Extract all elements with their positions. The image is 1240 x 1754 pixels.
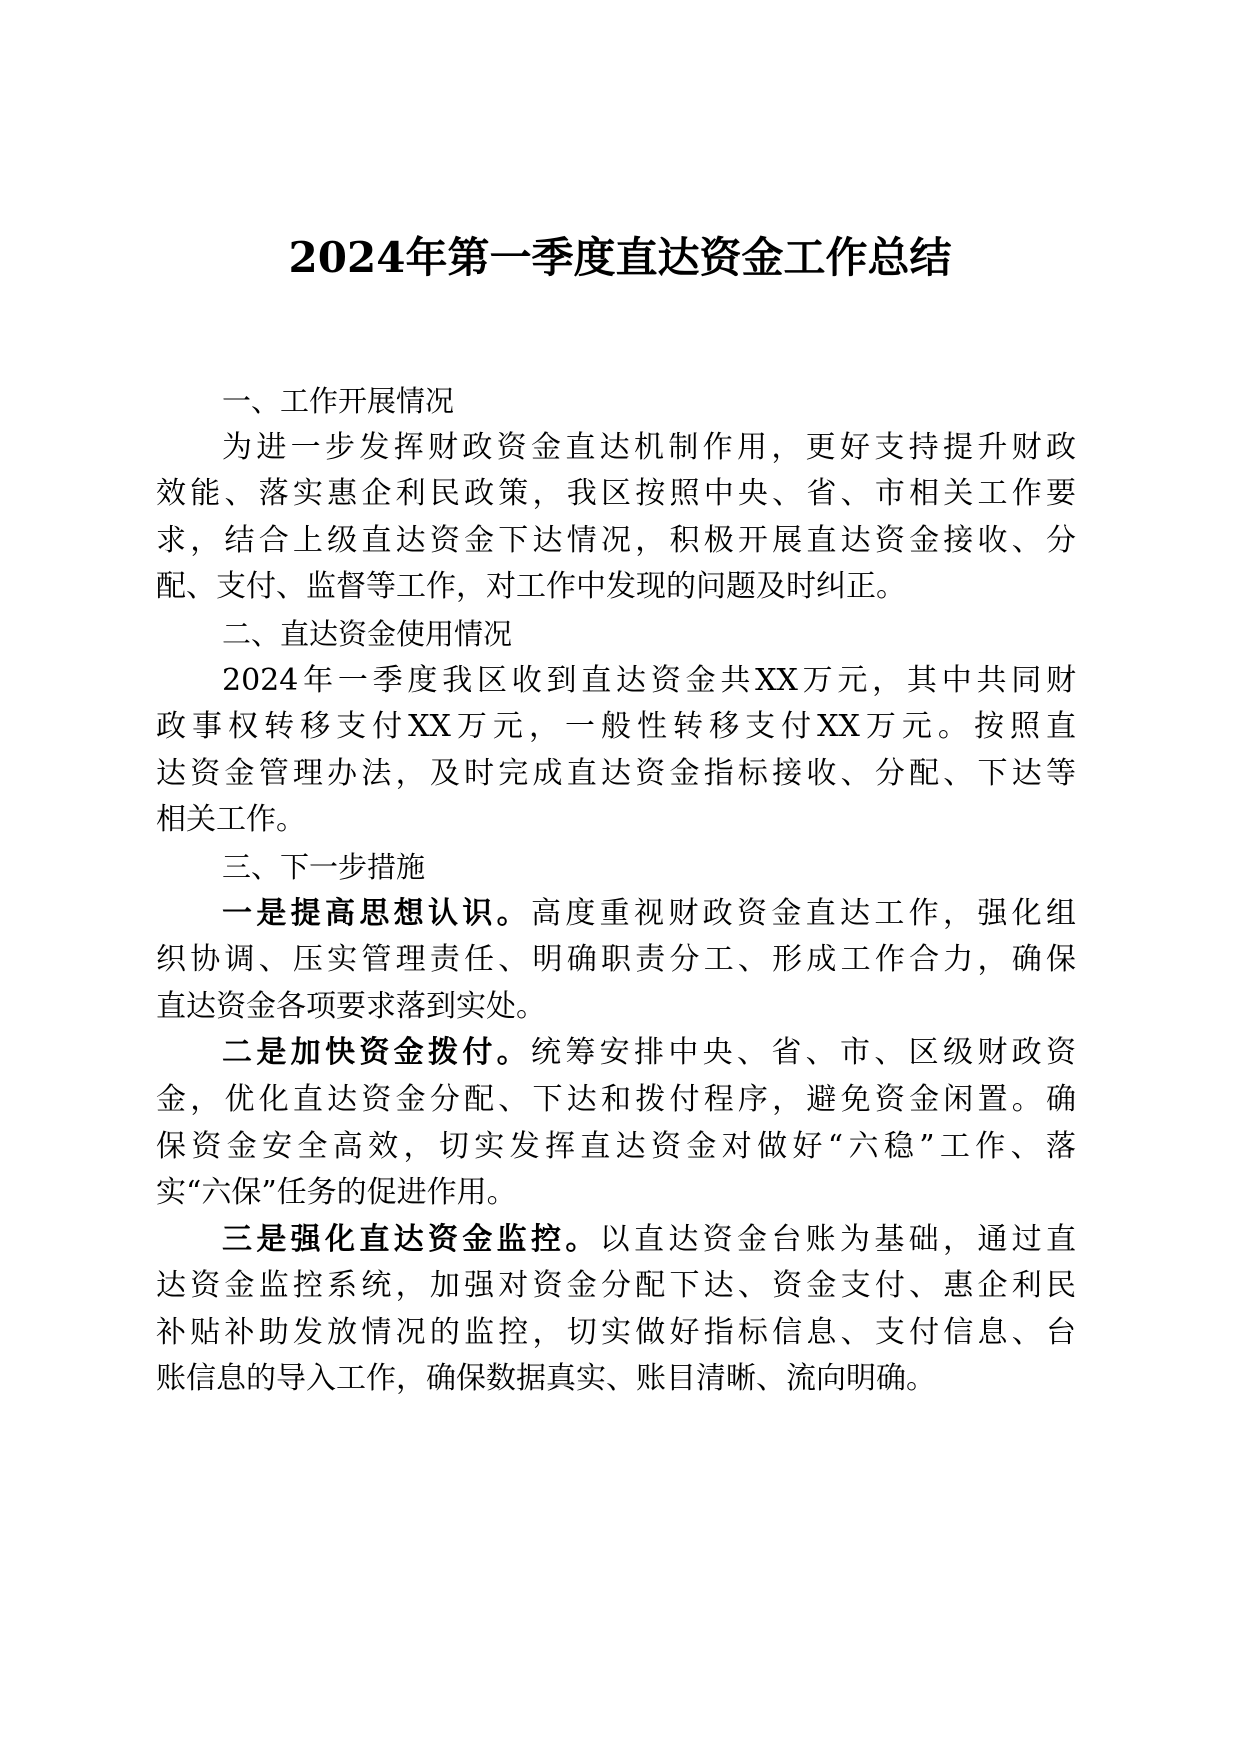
section-heading: 二、直达资金使用情况 <box>222 616 513 651</box>
paragraph-line: 相关工作。 <box>156 802 306 838</box>
paragraph-line: 织协调、压实管理责任、明确职责分工、形成工作合力，确保 <box>156 942 1076 978</box>
paragraph-line: 补贴补助发放情况的监控，切实做好指标信息、支付信息、台 <box>156 1314 1076 1350</box>
measure-text: 以直达资金台账为基础，通过直 <box>599 1221 1077 1257</box>
paragraph-line: 账信息的导入工作，确保数据真实、账目清晰、流向明确。 <box>156 1361 936 1397</box>
paragraph-line: 金，优化直达资金分配、下达和拨付程序，避免资金闲置。确 <box>156 1081 1076 1117</box>
document-title: 2024年第一季度直达资金工作总结 <box>288 233 952 282</box>
measure-lead: 一是提高思想认识。 <box>222 895 531 931</box>
measure-1 <box>156 891 1076 1031</box>
paragraph-line: 政事权转移支付XX万元，一般性转移支付XX万元。按照直 <box>156 709 1076 745</box>
paragraph-line: 2024年一季度我区收到直达资金共XX万元，其中共同财 <box>222 662 1076 698</box>
paragraph-line: 配、支付、监督等工作，对工作中发现的问题及时纠正。 <box>156 569 906 605</box>
measure-3 <box>156 1217 1076 1403</box>
document-body <box>156 378 1076 1403</box>
paragraph-first-line <box>156 1030 1076 1077</box>
section-1 <box>156 378 1076 611</box>
paragraph-line: 达资金管理办法，及时完成直达资金指标接收、分配、下达等 <box>156 755 1076 791</box>
section-heading: 一、工作开展情况 <box>222 384 455 418</box>
paragraph-line: 求，结合上级直达资金下达情况，积极开展直达资金接收、分 <box>156 522 1076 558</box>
measure-text: 高度重视财政资金直达工作，强化组 <box>531 895 1076 931</box>
measure-2 <box>156 1030 1076 1216</box>
paragraph <box>156 658 1076 844</box>
paragraph-first-line <box>156 891 1076 938</box>
paragraph-line: 直达资金各项要求落到实处。 <box>156 988 546 1024</box>
paragraph-line: 实“六保”任务的促进作用。 <box>156 1175 517 1211</box>
section-3 <box>156 844 1076 1403</box>
paragraph-line: 效能、落实惠企利民政策，我区按照中央、省、市相关工作要 <box>156 476 1076 512</box>
measure-text: 统筹安排中央、省、市、区级财政资 <box>531 1035 1076 1071</box>
paragraph-line: 为进一步发挥财政资金直达机制作用，更好支持提升财政 <box>222 429 1076 465</box>
paragraph-first-line <box>156 1217 1076 1264</box>
measure-lead: 三是强化直达资金监控。 <box>222 1221 600 1257</box>
measure-lead: 二是加快资金拨付。 <box>222 1035 531 1071</box>
section-2 <box>156 611 1076 844</box>
paragraph-line: 达资金监控系统，加强对资金分配下达、资金支付、惠企利民 <box>156 1268 1076 1304</box>
paragraph-line: 保资金安全高效，切实发挥直达资金对做好“六稳”工作、落 <box>156 1128 1076 1164</box>
paragraph <box>156 425 1076 611</box>
section-heading: 三、下一步措施 <box>222 849 426 884</box>
